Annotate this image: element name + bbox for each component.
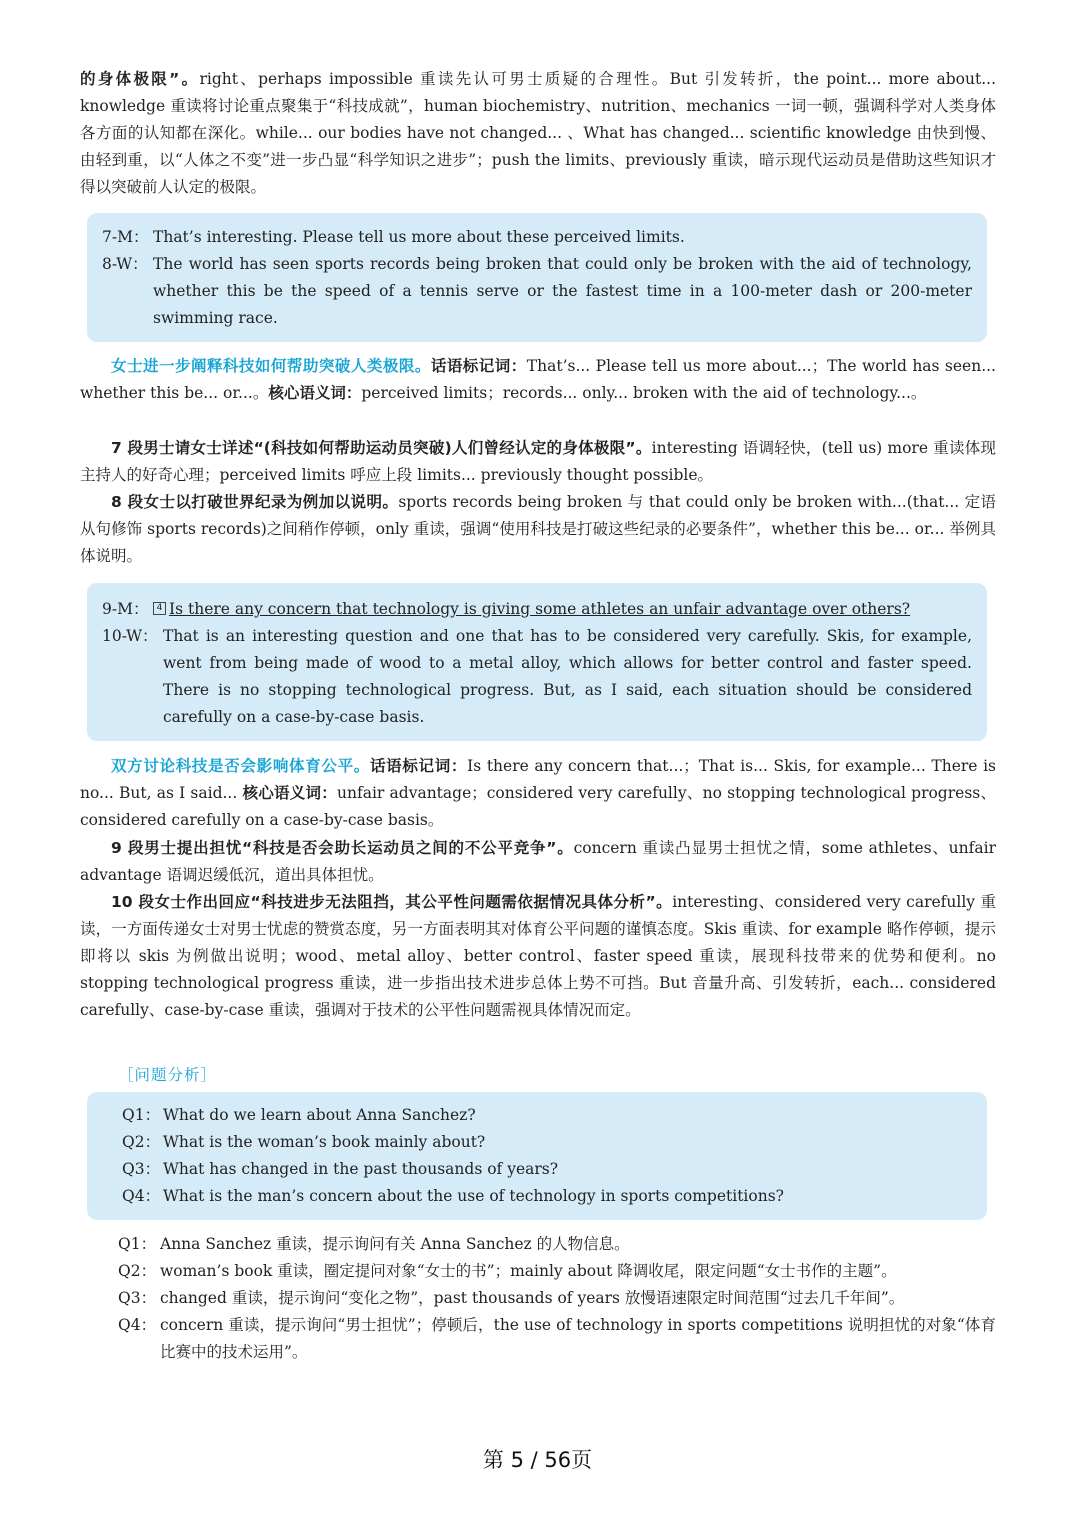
utterance-text: That’s interesting. Please tell us more about these perceived limits.: [153, 228, 685, 246]
p7-heading: 7 段男士请女士详述“(科技如何帮助运动员突破)人们曾经认定的身体极限”。: [111, 439, 652, 457]
core-text: perceived limits；records... only... broken with the aid of technology...。: [361, 384, 927, 402]
answer-q1: [118, 1231, 996, 1258]
intro-paragraph: [80, 66, 996, 201]
utterance-text: [153, 596, 972, 623]
question-text: What is the woman’s book mainly about?: [163, 1133, 486, 1151]
page-number: 第 5 / 56页: [482, 1448, 593, 1472]
marker-label: 话语标记词：: [430, 357, 527, 375]
analysis-summary: 女士进一步阐释科技如何帮助突破人类极限。: [111, 357, 431, 375]
analysis-2-summary: [80, 753, 996, 834]
speaker-label: 10-W：: [102, 627, 158, 645]
speaker-label: 8-W：: [102, 255, 148, 273]
p9-text: concern 重读凸显男士担忧之情，some athletes、unfair advantage 语调迟缓低沉，道出具体担忧。: [80, 839, 996, 884]
analysis-1-p7: [80, 435, 996, 489]
marker-text: That’s... Please tell us more about...；The world has seen... whether this be... or...。: [80, 357, 996, 402]
answer-text: concern 重读，提示询问“男士担忧”；停顿后，the use of technology in sports competitions 说明担忧的对象“体育比赛中的技术运用”。: [160, 1316, 996, 1361]
answer-label: Q2：: [118, 1262, 157, 1280]
p10-text: interesting、considered very carefully 重读，一方面传递女士对男士忧虑的赞赏态度，另一方面表明其对体育公平问题的谨慎态度。Skis 重读、for example 略作停顿，提示即将以 skis 为例做出说明；wood、metal alloy、better control、faster speed 重读，展现科技带来的优势和便利。no stopping technological progress 重读，进一步指出技术进步总体上势不可挡。But 音量升高、引发转折，each... considered carefully、case-by-case 重读，强调对于技术的公平性问题需视具体情况而定。: [80, 893, 997, 1019]
p10-heading: 10 段女士作出回应“科技进步无法阻挡，其公平性问题需依据情况具体分析”。: [111, 893, 673, 911]
analysis-2-p10: [80, 889, 996, 1024]
analysis-1-p8: [80, 489, 996, 570]
answer-label: Q4：: [118, 1316, 157, 1334]
analysis-summary: 双方讨论科技是否会影响体育公平。: [111, 757, 370, 775]
question-label: Q4：: [122, 1187, 161, 1205]
speaker-label: 7-M：: [102, 228, 149, 246]
question-text: What is the man’s concern about the use of technology in sports competitions?: [163, 1187, 784, 1205]
core-label: 核心语义词：: [268, 384, 362, 402]
core-label: 核心语义词：: [242, 784, 338, 802]
answer-q3: [118, 1285, 996, 1312]
p8-text: sports records being broken 与 that could only be broken with...(that... 定语从句修饰 sports records)之间稍作停顿，only 重读，强调“使用科技是打破这些纪录的必要条件”，whether this be... or... 举例具体说明。: [80, 493, 996, 565]
question-text: What has changed in the past thousands of years?: [163, 1160, 559, 1178]
underlined-question: Is there any concern that technology is giving some athletes an unfair advantage over others?: [169, 600, 911, 618]
marker-text: Is there any concern that...；That is... Skis, for example... There is no... But, as I said...: [80, 757, 996, 802]
intro-lead: 的身体极限”。: [80, 70, 200, 88]
answer-text: changed 重读，提示询问“变化之物”，past thousands of years 放慢语速限定时间范围“过去几千年间”。: [160, 1289, 905, 1307]
answer-text: woman’s book 重读，圈定提问对象“女士的书”；mainly about 降调收尾，限定问题“女士书作的主题”。: [160, 1262, 897, 1280]
marker-label: 话语标记词：: [370, 757, 468, 775]
question-label: Q2：: [122, 1133, 161, 1151]
question-analysis-title: ［问题分析］: [118, 1066, 218, 1084]
speaker-label: 9-M：: [102, 600, 149, 618]
answer-label: Q1：: [118, 1235, 157, 1253]
question-label: Q3：: [122, 1160, 161, 1178]
answer-label: Q3：: [118, 1289, 157, 1307]
analysis-2-p9: [80, 835, 996, 889]
p9-heading: 9 段男士提出担忧“科技是否会助长运动员之间的不公平竞争”。: [111, 839, 574, 857]
utterance-text: The world has seen sports records being broken that could only be broken with the aid of technology, whether this be the speed of a tennis serve or the fastest time in a 100-meter dash or 200-meter swimming race.: [153, 255, 972, 327]
dialogue-box-2: [87, 583, 987, 741]
utterance-text: That is an interesting question and one that has to be considered very carefully. Skis, for example, went from being made of wood to a metal alloy, which allows for better control and faster speed. There is no stopping technological progress. But, as I said, each situation should be considered carefully on a case-by-case basis.: [163, 627, 972, 726]
intro-text: right、perhaps impossible 重读先认可男士质疑的合理性。But 引发转折，the point... more about... knowledge 重读将讨论重点聚集于“科技成就”，human biochemistry、nutrition、mechanics 一词一顿，强调科学对人类身体各方面的认知都在深化。while... our bodies have not changed... 、What has changed... scientific knowledge 由快到慢、由轻到重，以“人体之不变”进一步凸显“科学知识之进步”；push the limits、previously 重读，暗示现代运动员是借助这些知识才得以突破前人认定的极限。: [80, 70, 997, 196]
answer-q4: [118, 1312, 996, 1366]
answer-text: Anna Sanchez 重读，提示询问有关 Anna Sanchez 的人物信息。: [160, 1235, 630, 1253]
analysis-1-summary: [80, 353, 996, 407]
question-marker-box: 4: [153, 602, 166, 615]
question-label: Q1：: [122, 1106, 161, 1124]
core-text: unfair advantage；considered very carefully、no stopping technological progress、considered carefully on a case-by-case basis。: [80, 784, 996, 829]
answer-q2: [118, 1258, 996, 1285]
p7-text: interesting 语调轻快，(tell us) more 重读体现主持人的好奇心理；perceived limits 呼应上段 limits... previously thought possible。: [80, 439, 997, 484]
dialogue-box-1: [87, 213, 987, 342]
questions-box: [87, 1092, 987, 1220]
question-text: What do we learn about Anna Sanchez?: [163, 1106, 476, 1124]
p8-heading: 8 段女士以打破世界纪录为例加以说明。: [111, 493, 399, 511]
